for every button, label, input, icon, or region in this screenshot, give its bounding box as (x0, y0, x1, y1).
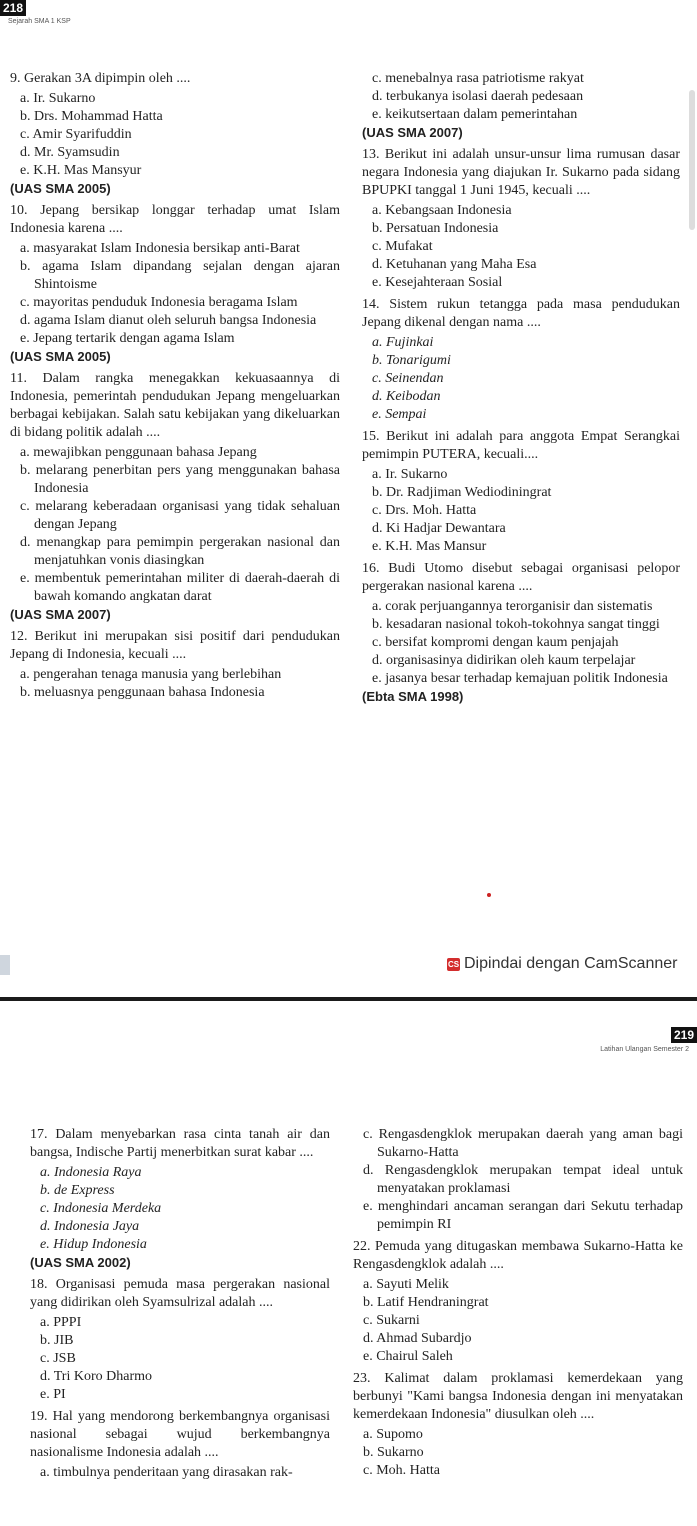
left-column (10, 70, 340, 706)
question-text: 23. Kalimat dalam proklamasi kemerdekaan yang berbunyi "Kami bangsa Indonesia dengan ini menyatakan kemerdekaan Indonesia" diusulkan oleh .... (353, 1371, 683, 1422)
question-text: 14. Sistem rukun tetangga pada masa pendudukan Jepang dikenal dengan nama .... (362, 297, 680, 330)
exam-source: (UAS SMA 2007) (362, 125, 463, 140)
answer-option: b. agama Islam dipandang sejalan dengan ajaran Shintoisme (20, 259, 340, 292)
camscanner-icon: CS (447, 960, 460, 969)
running-header: Sejarah SMA 1 KSP (8, 18, 71, 25)
question-text: 16. Budi Utomo disebut sebagai organisasi pelopor pergerakan nasional karena .... (362, 561, 680, 594)
page-219 (0, 1001, 697, 1526)
answer-option: e. K.H. Mas Mansyur (20, 163, 142, 178)
answer-option: d. Tri Koro Dharmo (40, 1369, 153, 1384)
answer-option: b. Sukarno (363, 1445, 424, 1460)
answer-option: a. masyarakat Islam Indonesia bersikap anti-Barat (20, 241, 300, 256)
exam-source: (UAS SMA 2002) (30, 1255, 131, 1270)
answer-option: c. mayoritas penduduk Indonesia beragama Islam (20, 295, 298, 310)
exam-source: (UAS SMA 2005) (10, 349, 111, 364)
answer-option: d. Rengasdengklok merupakan tempat ideal untuk menyatakan proklamasi (363, 1163, 683, 1196)
answer-option: e. membentuk pemerintahan militer di daerah-daerah di bawah komando angkatan darat (20, 571, 340, 604)
answer-option: b. kesadaran nasional tokoh-tokohnya sangat tinggi (372, 617, 660, 632)
answer-option: c. menebalnya rasa patriotisme rakyat (372, 71, 584, 86)
question-text: 18. Organisasi pemuda masa pergerakan nasional yang didirikan oleh Syamsulrizal adalah .... (30, 1277, 330, 1310)
answer-option: d. Indonesia Jaya (40, 1219, 140, 1234)
answer-option: a. PPPI (40, 1315, 82, 1330)
answer-option: b. JIB (40, 1333, 74, 1348)
question-text: 11. Dalam rangka menegakkan kekuasaannya di Indonesia, pemerintah pendudukan Jepang mengeluarkan berbagai kebijakan. Salah satu kebijakan yang dikeluarkan di bidang politik adalah .... (10, 371, 340, 440)
camscanner-watermark: CS Dipindai dengan CamScanner (447, 955, 678, 972)
running-header: Latihan Ulangan Semester 2 (600, 1046, 689, 1053)
answer-option: d. Mr. Syamsudin (20, 145, 120, 160)
right-column (362, 70, 680, 710)
answer-option: a. Ir. Sukarno (20, 91, 96, 106)
question-text: 15. Berikut ini adalah para anggota Empat Serangkai pemimpin PUTERA, kecuali.... (362, 429, 680, 462)
answer-option: e. jasanya besar terhadap kemajuan politik Indonesia (372, 671, 668, 686)
answer-option: d. terbukanya isolasi daerah pedesaan (372, 89, 584, 104)
answer-option: a. Fujinkai (372, 335, 434, 350)
answer-option: b. de Express (40, 1183, 115, 1198)
answer-option: d. Ki Hadjar Dewantara (372, 521, 506, 536)
answer-option: c. Seinendan (372, 371, 444, 386)
answer-option: b. Dr. Radjiman Wediodiningrat (372, 485, 552, 500)
spacer (30, 1482, 330, 1486)
spacer (10, 702, 340, 706)
question-text: 17. Dalam menyebarkan rasa cinta tanah air dan bangsa, Indische Partij menerbitkan surat kabar .... (30, 1127, 330, 1160)
answer-option: d. Keibodan (372, 389, 441, 404)
question-text: 12. Berikut ini merupakan sisi positif dari pendudukan Jepang di Indonesia, kecuali .... (10, 629, 340, 662)
answer-option: d. Ketuhanan yang Maha Esa (372, 257, 537, 272)
answer-option: b. melarang penerbitan pers yang menggunakan bahasa Indonesia (20, 463, 340, 496)
question-text: 13. Berikut ini adalah unsur-unsur lima rumusan dasar negara Indonesia yang diajukan Ir. Sukarno pada sidang BPUPKI tanggal 1 Juni 1945, kecuali .... (362, 147, 680, 198)
answer-option: a. corak perjuangannya terorganisir dan sistematis (372, 599, 653, 614)
answer-option: e. Chairul Saleh (363, 1349, 453, 1364)
answer-option: e. K.H. Mas Mansur (372, 539, 487, 554)
answer-option: c. Amir Syarifuddin (20, 127, 132, 142)
answer-option: a. Kebangsaan Indonesia (372, 203, 512, 218)
answer-option: e. Hidup Indonesia (40, 1237, 147, 1252)
exam-source: (UAS SMA 2007) (10, 607, 111, 622)
answer-option: b. Persatuan Indonesia (372, 221, 499, 236)
answer-option: e. Jepang tertarik dengan agama Islam (20, 331, 235, 346)
answer-option: c. melarang keberadaan organisasi yang tidak sehaluan dengan Jepang (20, 499, 340, 532)
answer-option: c. Rengasdengklok merupakan daerah yang aman bagi Sukarno-Hatta (363, 1127, 683, 1160)
question-text: 22. Pemuda yang ditugaskan membawa Sukarno-Hatta ke Rengasdengklok adalah .... (353, 1239, 683, 1272)
answer-option: d. organisasinya didirikan oleh kaum terpelajar (372, 653, 636, 668)
spacer (362, 706, 680, 710)
answer-option: b. Tonarigumi (372, 353, 451, 368)
answer-option: b. meluasnya penggunaan bahasa Indonesia (20, 685, 265, 700)
answer-option: e. Kesejahteraan Sosial (372, 275, 503, 290)
answer-option: c. bersifat kompromi dengan kaum penjajah (372, 635, 619, 650)
question-text: 9. Gerakan 3A dipimpin oleh .... (10, 71, 191, 86)
answer-option: a. Supomo (363, 1427, 423, 1442)
answer-option: a. Sayuti Melik (363, 1277, 449, 1292)
answer-option: a. mewajibkan penggunaan bahasa Jepang (20, 445, 257, 460)
scrollbar[interactable] (689, 90, 695, 230)
spacer (353, 1480, 683, 1484)
answer-option: e. PI (40, 1387, 66, 1402)
right-column (353, 1126, 683, 1484)
page-edge (0, 955, 10, 975)
exam-source: (Ebta SMA 1998) (362, 689, 464, 704)
page-number: 218 (0, 0, 26, 16)
answer-option: d. Ahmad Subardjo (363, 1331, 472, 1346)
answer-option: b. Drs. Mohammad Hatta (20, 109, 163, 124)
page-number: 219 (671, 1027, 697, 1043)
answer-option: e. menghindari ancaman serangan dari Sekutu terhadap pemimpin RI (363, 1199, 683, 1232)
answer-option: d. agama Islam dianut oleh seluruh bangsa Indonesia (20, 313, 317, 328)
question-text: 10. Jepang bersikap longgar terhadap umat Islam Indonesia karena .... (10, 203, 340, 236)
answer-option: e. Sempai (372, 407, 427, 422)
answer-option: c. Mufakat (372, 239, 433, 254)
left-column (30, 1126, 330, 1486)
answer-option: c. Sukarni (363, 1313, 420, 1328)
answer-option: d. menangkap para pemimpin pergerakan nasional dan menjatuhkan vonis diasingkan (20, 535, 340, 568)
ink-dot (487, 893, 491, 897)
answer-option: b. Latif Hendraningrat (363, 1295, 489, 1310)
answer-option: a. Ir. Sukarno (372, 467, 448, 482)
answer-option: a. timbulnya penderitaan yang dirasakan rak- (40, 1465, 293, 1480)
exam-source: (UAS SMA 2005) (10, 181, 111, 196)
answer-option: c. Indonesia Merdeka (40, 1201, 162, 1216)
question-text: 19. Hal yang mendorong berkembangnya organisasi nasional sebagai wujud berkembangnya nasionalisme Indonesia adalah .... (30, 1409, 330, 1460)
answer-option: a. pengerahan tenaga manusia yang berlebihan (20, 667, 282, 682)
answer-option: c. Drs. Moh. Hatta (372, 503, 477, 518)
answer-option: c. JSB (40, 1351, 76, 1366)
answer-option: e. keikutsertaan dalam pemerintahan (372, 107, 578, 122)
answer-option: a. Indonesia Raya (40, 1165, 142, 1180)
answer-option: c. Moh. Hatta (363, 1463, 440, 1478)
